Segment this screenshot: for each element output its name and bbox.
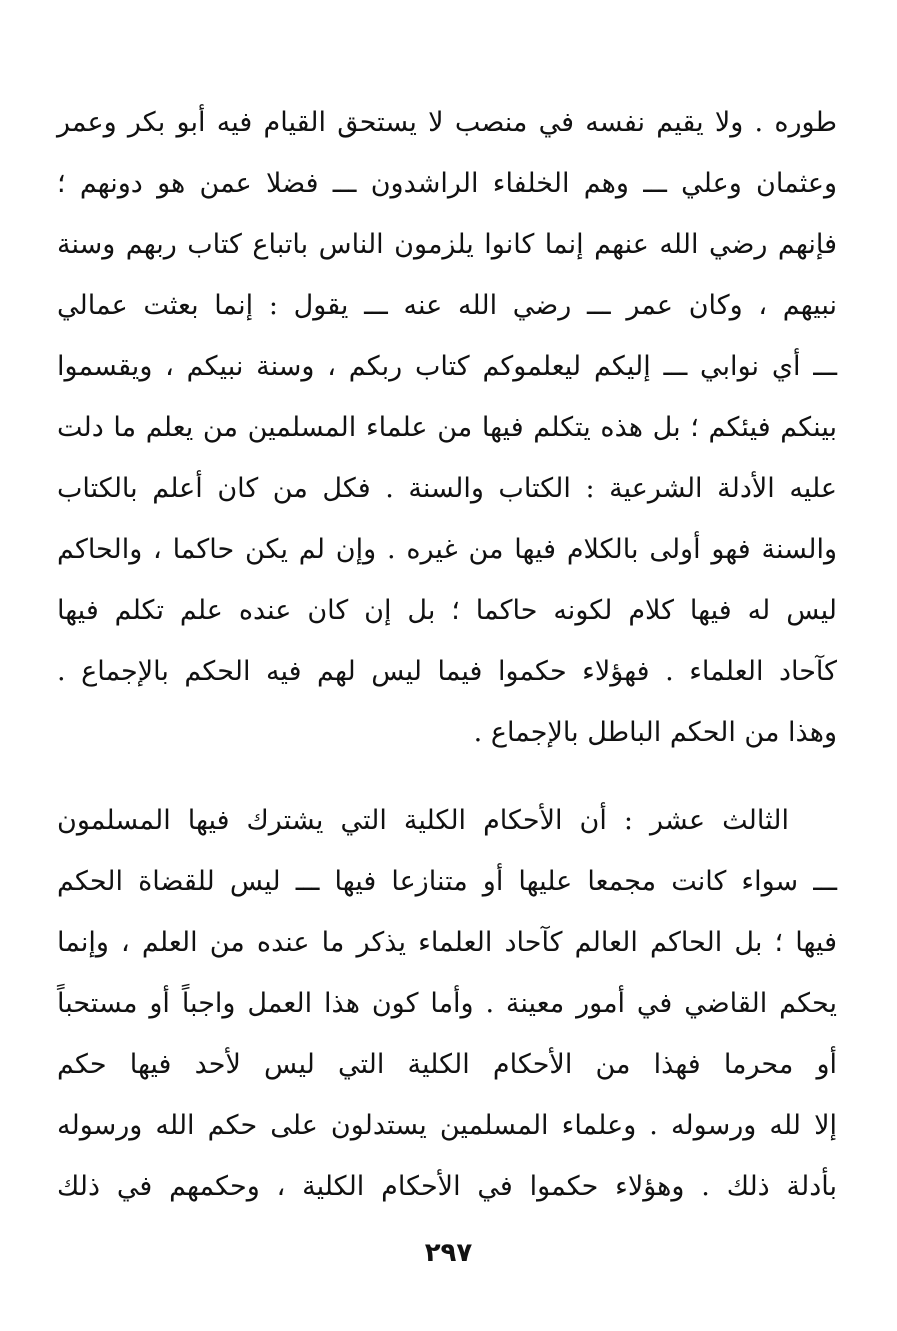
text-line: وهذا من الحكم الباطل بالإجماع . [473,717,837,748]
text-line: نبيهم ، وكان عمر ـــ رضي الله عنه ـــ يقول : إنما بعثت عمالي [57,290,837,321]
page-number: ٢٩٧ [424,1238,473,1268]
text-line: ليس له فيها كلام لكونه حاكما ؛ بل إن كان عنده علم تكلم فيها [57,595,837,626]
text-line: فإنهم رضي الله عنهم إنما كانوا يلزمون الناس باتباع كتاب ربهم وسنة [57,229,837,260]
text-line: طوره . ولا يقيم نفسه في منصب لا يستحق القيام فيه أبو بكر وعمر [57,107,837,138]
text-line: فيها ؛ بل الحاكم العالم كآحاد العلماء يذكر ما عنده من العلم ، وإنما [57,927,837,958]
text-line: كآحاد العلماء . فهؤلاء حكموا فيما ليس لهم فيه الحكم بالإجماع . [57,656,837,687]
text-line: بينكم فيئكم ؛ بل هذه يتكلم فيها من علماء المسلمين من يعلم ما دلت [57,412,837,443]
text-line: إلا لله ورسوله . وعلماء المسلمين يستدلون على حكم الله ورسوله [57,1110,837,1141]
text-line: ـــ سواء كانت مجمعا عليها أو متنازعا فيها ـــ ليس للقضاة الحكم [57,866,837,897]
text-line: ـــ أي نوابي ـــ إليكم ليعلموكم كتاب ربكم ، وسنة نبيكم ، ويقسموا [57,351,837,382]
paragraph-2 [57,790,837,1217]
text-line: يحكم القاضي في أمور معينة . وأما كون هذا العمل واجباً أو مستحباً [57,988,837,1019]
text-line: والسنة فهو أولى بالكلام فيها من غيره . وإن لم يكن حاكما ، والحاكم [57,534,837,565]
text-line: أو محرما فهذا من الأحكام الكلية التي ليس لأحد فيها حكم [57,1049,837,1080]
paragraph-1 [57,92,837,763]
text-line: عليه الأدلة الشرعية : الكتاب والسنة . فكل من كان أعلم بالكتاب [57,473,837,504]
text-line: الثالث عشر : أن الأحكام الكلية التي يشترك فيها المسلمون [57,805,789,836]
text-line: بأدلة ذلك . وهؤلاء حكموا في الأحكام الكلية ، وحكمهم في ذلك [57,1171,837,1202]
text-line: وعثمان وعلي ـــ وهم الخلفاء الراشدون ـــ فضلا عمن هو دونهم ؛ [57,168,837,199]
